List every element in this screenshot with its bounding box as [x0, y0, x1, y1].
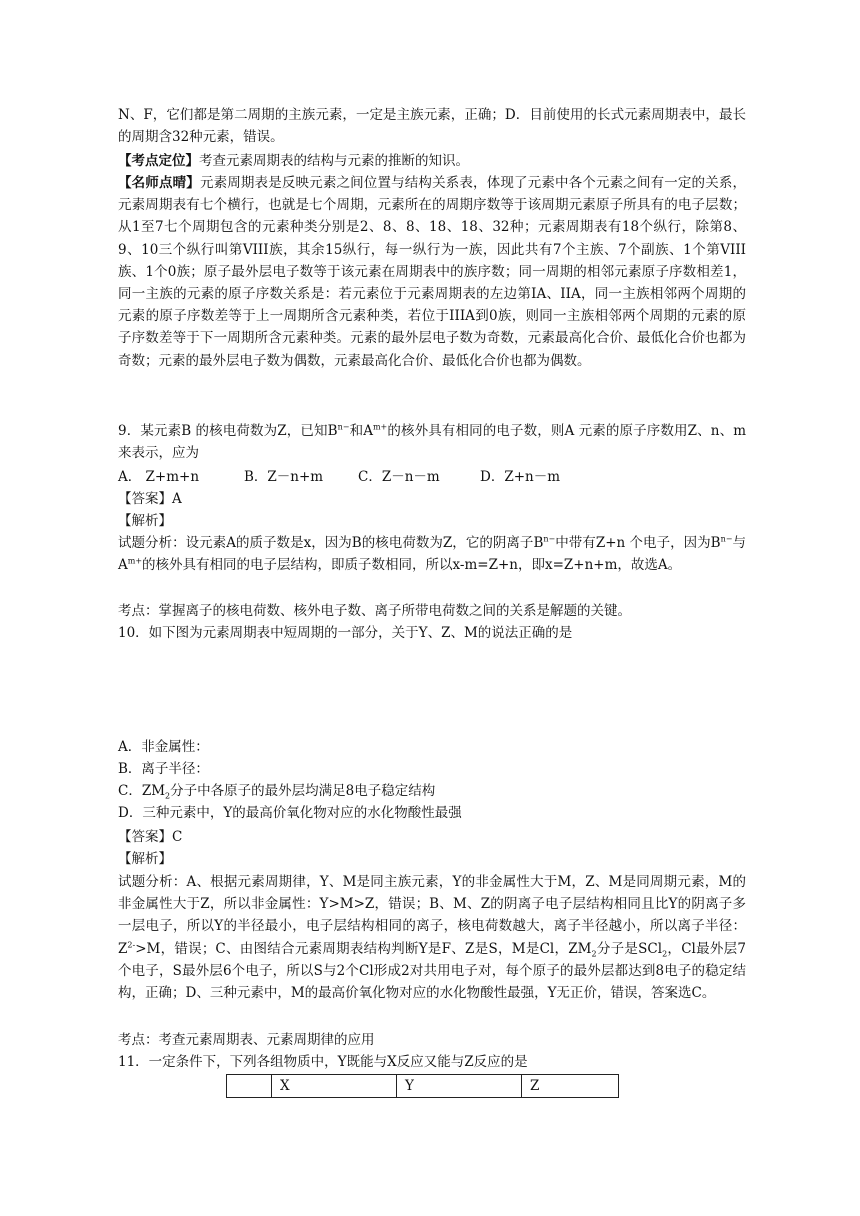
q9-answer: 【答案】A [118, 491, 182, 507]
q9-option-b: B．Z－n+m [244, 469, 324, 485]
q9-charge: n− [720, 534, 733, 544]
q9-charge: m+ [372, 422, 388, 432]
table-header-x: X [272, 1075, 397, 1098]
q9-analysis-part: 与A [118, 535, 746, 574]
table-header-y: Y [397, 1075, 522, 1098]
q10-subscript: 2 [591, 949, 597, 959]
q8-tail-paragraph: N、F，它们都是第二周期的主族元素，一定是主族元素，正确；D．目前使用的长式元素周期表中，最长的周期含32种元素，错误。 [118, 107, 746, 146]
q10-option-a: A．非金属性： [118, 739, 209, 755]
q10-kaodian: 考点：考查元素周期表、元素周期律的应用 [118, 1032, 375, 1048]
kaodian-dingwei [118, 150, 469, 172]
q9-analysis [118, 532, 746, 576]
q10-option-b: B．离子半径： [118, 761, 209, 777]
q9-option-a: A． Z+m+n [118, 469, 200, 485]
mingshi-dianjing-text: 元素周期表是反映元素之间位置与结构关系表，体现了元素中各个元素之间有一定的关系，元素周期表有七个横行，也就是七个周期，元素所在的周期序数等于该周期元素原子所具有的电子层数；从1至7七个周期包含的元素种类分别是2、8、8、18、18、32种；元素周期表有18个纵行，除第8、9、10三个纵行叫第VIII族，其余15纵行，每一纵行为一族，因此共有7个主族、7个副族、1个第VIII族、1个0族；原子最外层电子数等于该元素在周期表中的族序数；同一周期的相邻元素原子序数相差1，同一主族的元素的原子序数关系是：若元素位于元素周期表的左边第IA、IIA，同一主族相邻两个周期的元素的原子序数差等于上一周期所含元素种类，若位于IIIA到0族，则同一主族相邻两个周期的元素的原子序数差等于下一周期所含元素种类。元素的最外层电子数为奇数，元素最高化合价、最低化合价也都为奇数；元素的最外层电子数为偶数，元素最高化合价、最低化合价也都为偶数。 [118, 175, 747, 369]
table-row [227, 1075, 619, 1098]
q10-option-c-part: C．ZM [118, 783, 166, 799]
q9-jiexi-label: 【解析】 [118, 513, 172, 529]
q9-option-c: C．Z－n－m [358, 469, 440, 485]
q10-option-d: D．三种元素中，Y的最高价氧化物对应的水化物酸性最强 [118, 805, 462, 821]
q10-option-c [118, 780, 435, 802]
q9-charge: m+ [127, 556, 143, 566]
q9-analysis-part: 试题分析：设元素A的质子数是x，因为B的核电荷数为Z，它的阴离子B [118, 535, 544, 551]
q10-option-c-part: 分子中各原子的最外层均满足8电子稳定结构 [170, 783, 436, 799]
q10-analysis-part: 分子是SCl [596, 940, 663, 957]
q10-analysis [118, 871, 746, 1004]
q10-jiexi-label: 【解析】 [118, 851, 172, 867]
q10-analysis-part: >M，错误；C、由图结合元素周期表结构判断Y是F、Z是S，M是Cl，ZM [135, 940, 592, 957]
q9-charge: n− [337, 422, 350, 432]
q9-stem-part: 9．某元素B 的核电荷数为Z，已知B [118, 423, 338, 439]
table-header-z: Z [522, 1075, 619, 1098]
q10-subscript: 2 [662, 949, 668, 959]
q11-stem: 11．一定条件下，下列各组物质中，Y既能与X反应又能与Z反应的是 [118, 1054, 528, 1070]
kaodian-dingwei-text: 考查元素周期表的结构与元素的推断的知识。 [199, 153, 469, 169]
q9-stem-part: 的核外具有相同的电子数，则A 元素的原子序数用Z、n、m 来表示，应为 [118, 423, 747, 462]
mingshi-dianjing-paragraph [118, 172, 746, 372]
q9-option-d: D．Z+n－m [480, 469, 561, 485]
q10-subscript: 2 [165, 791, 171, 801]
mingshi-dianjing-label: 【名师点晴】 [118, 175, 200, 191]
kaodian-dingwei-label: 【考点定位】 [118, 153, 199, 169]
q10-charge: 2- [127, 940, 136, 950]
q9-options [118, 466, 560, 488]
q9-analysis-part: 的核外具有相同的电子层结构，即质子数相同，所以x-m=Z+n，即x=Z+n+m，故选A。 [142, 557, 682, 574]
q9-kaodian: 考点：掌握离子的核电荷数、核外电子数、离子所带电荷数之间的关系是解题的关键。 [118, 603, 631, 619]
q9-analysis-part: 中带有Z+n 个电子，因为B [555, 535, 721, 551]
q10-stem: 10．如下图为元素周期表中短周期的一部分，关于Y、Z、M的说法正确的是 [118, 625, 573, 641]
q10-analysis-part: 试题分析：A、根据元素周期律，Y、M是同主族元素，Y的非金属性大于M，Z、M是同周期元素，M的非金属性大于Z，所以非金属性：Y>M>Z，错误；B、M、Z的阴离子电子层结构相同且比Y的阴离子多一层电子，所以Y的半径最小，电子层结构相同的离子，核电荷数越大，离子半径越小，所以离子半径：Z [118, 874, 746, 957]
q11-table [226, 1074, 619, 1098]
q9-stem-part: 和A [349, 423, 373, 439]
q10-answer: 【答案】C [118, 829, 183, 845]
q9-stem [118, 420, 746, 464]
q10-analysis-part: ，Cl最外层7个电子，S最外层6个电子，所以S与2个Cl形成2对共用电子对，每个原子的最外层都达到8电子的稳定结构，正确；D、三种元素中，M的最高价氧化物对应的水化物酸性最强，Y无正价，错误，答案选C。 [118, 940, 746, 1002]
q9-charge: n− [543, 534, 556, 544]
table-cell [227, 1075, 272, 1098]
